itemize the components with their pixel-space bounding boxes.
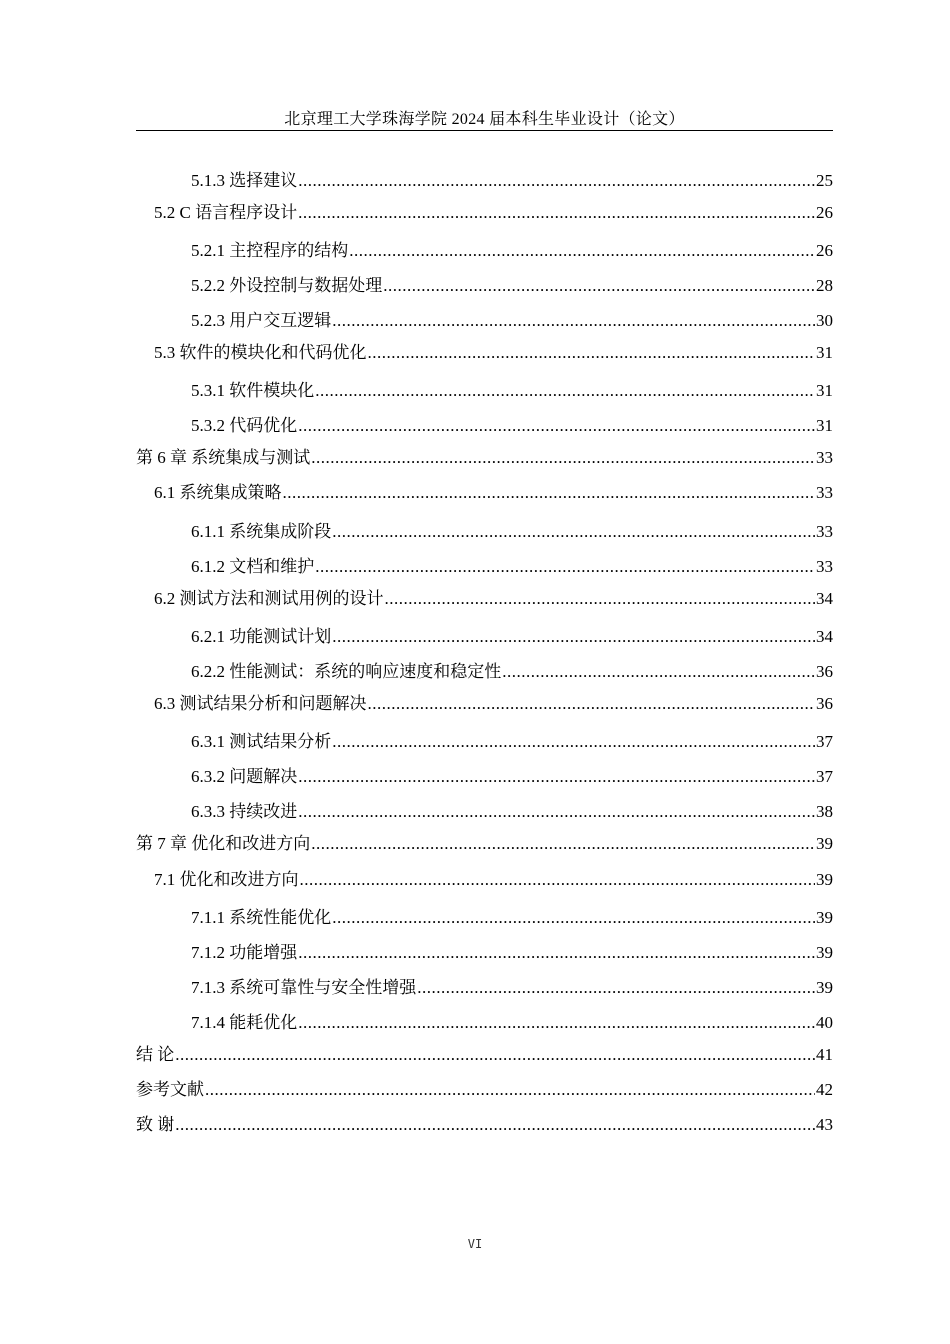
toc-entry-page: 36 <box>816 662 833 681</box>
toc-dot-leader <box>349 240 815 262</box>
toc-entry-label: 第 7 章 优化和改进方向 <box>136 834 311 853</box>
toc-entry[interactable] <box>136 202 833 224</box>
toc-entry-label: 7.1 优化和改进方向 <box>154 870 299 889</box>
toc-entry-label: 5.2.2 外设控制与数据处理 <box>191 276 383 295</box>
toc-dot-leader <box>368 693 816 715</box>
toc-entry-page: 37 <box>816 767 833 786</box>
toc-dot-leader <box>298 170 815 192</box>
toc-entry-label: 致 谢 <box>136 1115 175 1134</box>
toc-entry-page: 41 <box>816 1045 833 1064</box>
toc-entry-page: 43 <box>816 1115 833 1134</box>
toc-entry-page: 31 <box>816 416 833 435</box>
toc-entry[interactable] <box>136 869 833 891</box>
toc-entry-label: 7.1.1 系统性能优化 <box>191 908 332 927</box>
toc-entry[interactable] <box>136 447 833 469</box>
toc-entry[interactable] <box>136 833 833 855</box>
toc-entry-label: 6.3.1 测试结果分析 <box>191 732 332 751</box>
toc-dot-leader <box>298 942 815 964</box>
toc-entry[interactable] <box>136 731 833 753</box>
toc-entry-page: 39 <box>816 978 833 997</box>
toc-entry[interactable] <box>136 1044 833 1066</box>
toc-entry[interactable] <box>136 626 833 648</box>
toc-entry[interactable] <box>136 1079 833 1101</box>
toc-dot-leader <box>383 275 815 297</box>
toc-dot-leader <box>298 766 815 788</box>
toc-dot-leader <box>175 1044 815 1066</box>
toc-entry[interactable] <box>136 556 833 578</box>
toc-entry-label: 6.3.2 问题解决 <box>191 767 298 786</box>
toc-dot-leader <box>298 1012 815 1034</box>
toc-dot-leader <box>175 1114 815 1136</box>
toc-entry[interactable] <box>136 801 833 823</box>
toc-dot-leader <box>332 310 815 332</box>
toc-entry-label: 6.1.2 文档和维护 <box>191 557 315 576</box>
toc-entry-page: 26 <box>816 203 833 222</box>
toc-entry[interactable] <box>136 521 833 543</box>
toc-dot-leader <box>502 661 815 683</box>
toc-entry-page: 33 <box>816 522 833 541</box>
toc-entry-page: 39 <box>816 834 833 853</box>
toc-entry[interactable] <box>136 415 833 437</box>
toc-dot-leader <box>298 801 815 823</box>
toc-dot-leader <box>298 202 815 224</box>
toc-entry[interactable] <box>136 170 833 192</box>
toc-entry-label: 6.1 系统集成策略 <box>154 483 282 502</box>
toc-entry[interactable] <box>136 661 833 683</box>
toc-entry[interactable] <box>136 588 833 610</box>
toc-dot-leader <box>417 977 815 999</box>
toc-entry[interactable] <box>136 693 833 715</box>
toc-entry-label: 5.2.3 用户交互逻辑 <box>191 311 332 330</box>
toc-entry-label: 6.2.2 性能测试：系统的响应速度和稳定性 <box>191 662 502 681</box>
toc-entry-page: 39 <box>816 870 833 889</box>
toc-entry-label: 5.2.1 主控程序的结构 <box>191 241 349 260</box>
toc-dot-leader <box>205 1079 815 1101</box>
toc-entry-label: 6.3.3 持续改进 <box>191 802 298 821</box>
toc-dot-leader <box>385 588 816 610</box>
toc-entry-page: 25 <box>816 171 833 190</box>
toc-entry-page: 37 <box>816 732 833 751</box>
toc-dot-leader <box>283 482 816 504</box>
toc-entry-page: 26 <box>816 241 833 260</box>
toc-entry-page: 38 <box>816 802 833 821</box>
toc-entry-label: 5.2 C 语言程序设计 <box>154 203 298 222</box>
toc-entry-page: 39 <box>816 908 833 927</box>
toc-entry[interactable] <box>136 310 833 332</box>
toc-dot-leader <box>311 447 815 469</box>
header-rule <box>136 130 833 131</box>
page-header: 北京理工大学珠海学院 2024 届本科生毕业设计（论文） <box>284 111 685 128</box>
toc-dot-leader <box>332 626 815 648</box>
toc-dot-leader <box>315 380 815 402</box>
toc-entry[interactable] <box>136 380 833 402</box>
toc-entry[interactable] <box>136 1012 833 1034</box>
toc-entry-page: 39 <box>816 943 833 962</box>
toc-dot-leader <box>332 521 815 543</box>
toc-entry-page: 30 <box>816 311 833 330</box>
toc-dot-leader <box>298 415 815 437</box>
toc-entry[interactable] <box>136 907 833 929</box>
toc-entry-label: 6.2 测试方法和测试用例的设计 <box>154 589 384 608</box>
toc-entry[interactable] <box>136 942 833 964</box>
toc-entry-label: 7.1.4 能耗优化 <box>191 1013 298 1032</box>
toc-entry-page: 34 <box>816 627 833 646</box>
toc-entry-label: 5.3.1 软件模块化 <box>191 381 315 400</box>
toc-entry-page: 33 <box>816 557 833 576</box>
toc-dot-leader <box>332 731 815 753</box>
toc-entry[interactable] <box>136 1114 833 1136</box>
toc-dot-leader <box>311 833 815 855</box>
toc-entry-label: 7.1.3 系统可靠性与安全性增强 <box>191 978 417 997</box>
toc-entry[interactable] <box>136 482 833 504</box>
toc-dot-leader <box>368 342 816 364</box>
toc-entry-page: 40 <box>816 1013 833 1032</box>
toc-entry-label: 6.1.1 系统集成阶段 <box>191 522 332 541</box>
toc-entry[interactable] <box>136 342 833 364</box>
toc-entry-label: 5.3.2 代码优化 <box>191 416 298 435</box>
toc-entry-label: 5.3 软件的模块化和代码优化 <box>154 343 367 362</box>
toc-entry-page: 33 <box>816 448 833 467</box>
toc-entry-page: 31 <box>816 381 833 400</box>
toc-dot-leader <box>332 907 815 929</box>
toc-dot-leader <box>300 869 816 891</box>
toc-entry-page: 33 <box>816 483 833 502</box>
toc-entry[interactable] <box>136 275 833 297</box>
toc-dot-leader <box>315 556 815 578</box>
toc-entry-page: 31 <box>816 343 833 362</box>
toc-entry-page: 42 <box>816 1080 833 1099</box>
toc-entry-page: 36 <box>816 694 833 713</box>
toc-entry-label: 结 论 <box>136 1045 175 1064</box>
toc-entry-page: 34 <box>816 589 833 608</box>
toc-entry-page: 28 <box>816 276 833 295</box>
toc-entry[interactable] <box>136 977 833 999</box>
page-number: VI <box>467 1237 483 1251</box>
toc-entry-label: 7.1.2 功能增强 <box>191 943 298 962</box>
toc-entry[interactable] <box>136 766 833 788</box>
toc-entry-label: 第 6 章 系统集成与测试 <box>136 448 311 467</box>
toc-entry-label: 6.3 测试结果分析和问题解决 <box>154 694 367 713</box>
toc-entry-label: 6.2.1 功能测试计划 <box>191 627 332 646</box>
toc-entry-label: 5.1.3 选择建议 <box>191 171 298 190</box>
toc-entry-label: 参考文献 <box>136 1080 204 1099</box>
toc-entry[interactable] <box>136 240 833 262</box>
